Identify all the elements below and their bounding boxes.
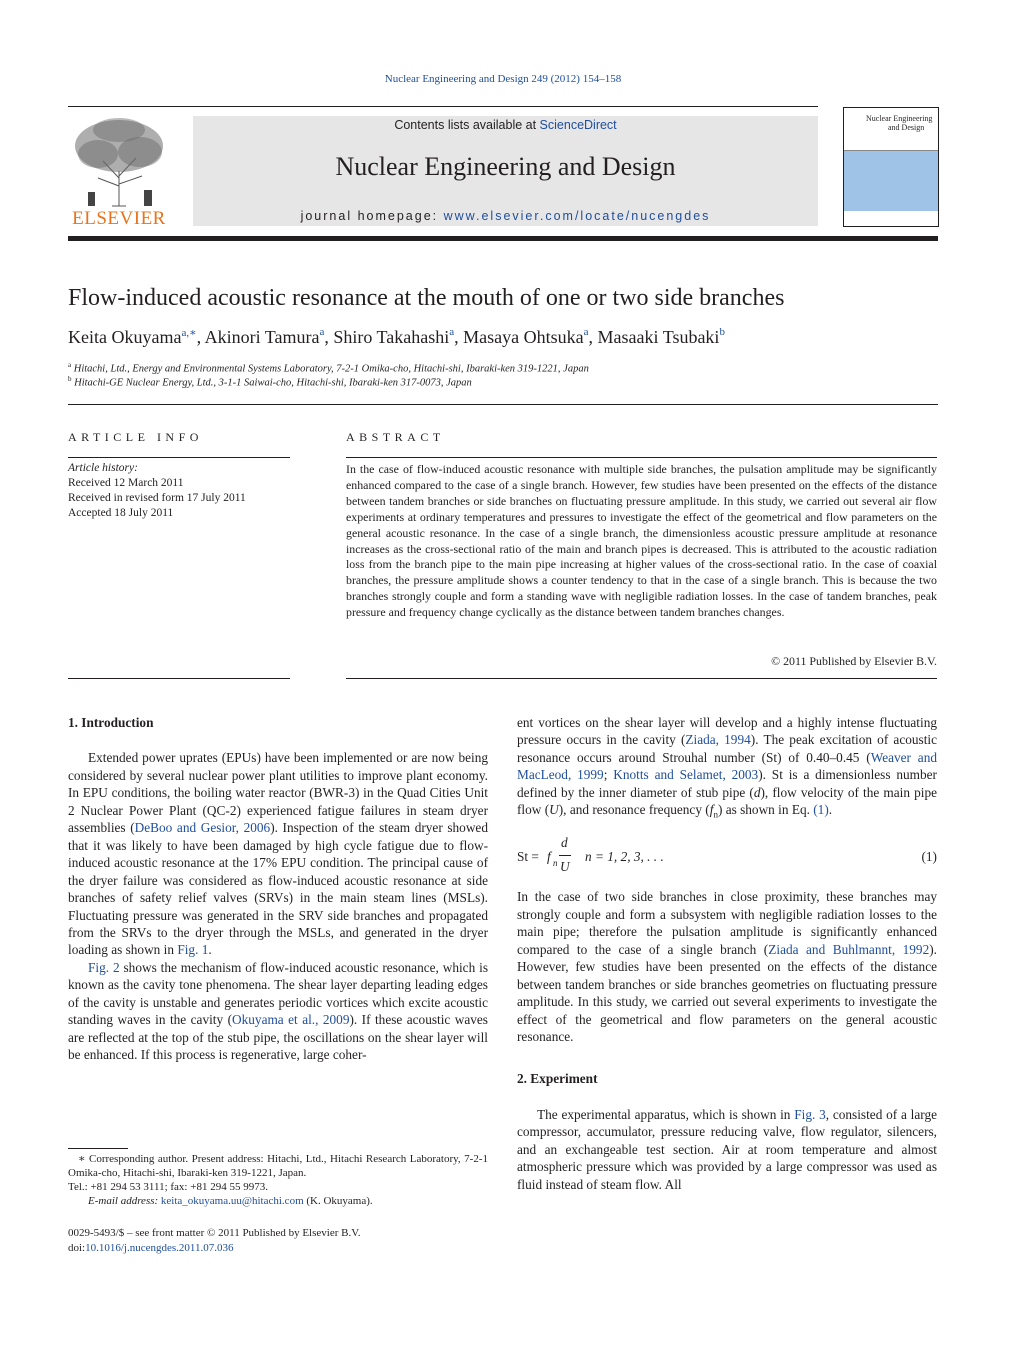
- email-label: E-mail address:: [88, 1195, 161, 1207]
- author-sup[interactable]: a: [449, 326, 455, 338]
- header-thick-rule: [68, 236, 938, 241]
- affiliation: [68, 361, 589, 375]
- affiliation-text: Hitachi, Ltd., Energy and Environmental Systems Laboratory, 7-2-1 Omika-cho, Hitachi-shi, Ibaraki-ken 319-1221, Japan: [73, 363, 589, 375]
- accepted-date: Accepted 18 July 2011: [68, 507, 174, 519]
- cover-title: [866, 114, 932, 132]
- author-name[interactable]: Shiro Takahashi: [333, 327, 450, 347]
- body-right-column: [517, 714, 937, 1193]
- author-sup[interactable]: b: [719, 326, 725, 338]
- article-info-rule: [68, 457, 290, 458]
- homepage-link[interactable]: www.elsevier.com/locate/nucengdes: [443, 209, 711, 223]
- equation-f: f: [547, 849, 551, 865]
- article-title: Flow-induced acoustic resonance at the mouth of one or two side branches: [68, 285, 785, 311]
- figure-link[interactable]: Fig. 2: [88, 959, 120, 975]
- email-link[interactable]: keita_okuyama.uu@hitachi.com: [160, 1195, 304, 1207]
- journal-homepage: [193, 209, 818, 223]
- cover-footer: [844, 212, 938, 226]
- affiliation-text: Hitachi-GE Nuclear Energy, Ltd., 3-1-1 Saiwai-cho, Hitachi-shi, Ibaraki-ken 317-0073, Japan: [74, 377, 472, 389]
- author-list: Keita Okuyama$^{a,∗}$, Akinori Tamura$^a$, Shiro Takahashi$^a$, Masaya Ohtsuka$^a$, Masaaki Tsubaki$^b$: [68, 326, 725, 347]
- journal-citation[interactable]: Nuclear Engineering and Design 249 (2012) 154–158: [384, 73, 622, 85]
- fraction-bar: [559, 855, 571, 856]
- abstract-rule: [346, 678, 937, 679]
- section-rule: [68, 404, 938, 405]
- equation-lhs: St =: [517, 849, 539, 865]
- author-sup[interactable]: a: [583, 326, 589, 338]
- equation-sub: n: [553, 858, 558, 869]
- contact-phone: Tel.: +81 294 53 3111; fax: +81 294 55 9973.: [68, 1181, 268, 1193]
- paragraph: ent vortices on the shear layer will develop and a highly intense fluctuating pressure occurs in the cavity (Ziada, 1994). The peak excitation of acoustic resonance occurs around Strouhal number (St) of 0.40–0.45 (Weaver and MacLeod, 1999; Knotts and Selamet, 2003). St is a dimensionless number defined by the inner diameter of stub pipe (d), flow velocity of the main pipe flow (U), and resonance frequency $(f_n)$ as shown in Eq. (1).: [517, 715, 937, 820]
- doi-label: doi:: [68, 1242, 86, 1254]
- citation-link[interactable]: Okuyama et al., 2009: [232, 1012, 350, 1028]
- equation-link[interactable]: (1): [813, 802, 829, 818]
- tree-logo-icon: [68, 116, 170, 208]
- issn-block: [68, 1226, 361, 1256]
- doi-link[interactable]: 10.1016/j.nucengdes.2011.07.036: [85, 1242, 234, 1254]
- author-name[interactable]: Masaaki Tsubaki: [597, 327, 720, 347]
- article-history: [68, 461, 246, 521]
- author-name[interactable]: Akinori Tamura: [204, 327, 320, 347]
- citation-link[interactable]: Ziada, 1994: [685, 732, 751, 748]
- author-name[interactable]: Keita Okuyama: [68, 327, 182, 347]
- section-heading-experiment: 2. Experiment: [517, 1071, 598, 1087]
- abstract-copyright: © 2011 Published by Elsevier B.V.: [771, 654, 937, 668]
- cover-title-line1: Nuclear Engineering: [866, 114, 933, 123]
- journal-banner: [193, 116, 818, 226]
- cover-header: [844, 108, 938, 151]
- abstract-text: In the case of flow-induced acoustic resonance with multiple side branches, the pulsation amplitude may be significantly enhanced compared to the case of a single branch. However, few studies have been presented on the effects of the distance between tandem branches or side branches on fluctuating pressure amplitude. In this study, we carried out several air flow experiments at ordinary temperatures and pressures to investigate the effect of the geometrical and flow parameters on the general acoustic resonance. In the case of a single branch, the dimensionless acoustic pressure amplitude at resonance increases as the cross-sectional ratio of the main and branch pipes is decreased. This is attributed to the acoustic radiation loss from the branch pipe to the main pipe increasing at higher values of the cross-sectional ratio. In the case of coaxial branches, the pressure amplitude shows a counter tendency to that in the case of a single branch. This is because the two branches strongly couple and form a standing wave with negligible radiation losses. In the case of tandem branches, peak pressure and frequency change cyclically as the distance between tandem branches changes.: [346, 462, 937, 620]
- contents-line: [193, 118, 818, 132]
- affiliation-sup: b: [68, 375, 72, 383]
- equation-number: (1): [921, 849, 937, 865]
- paragraph: In the case of two side branches in close proximity, these branches may strongly couple and form a subsystem with negligible radiation losses to the main pipe; therefore the pulsation amplitude is significantly enhanced compared to the case of a single branch (Ziada and Buhlmannt, 1992). However, few studies have been presented on the effects of the distance between tandem branches or side branches geometries on fluctuating pressure amplitude. In this study, we carried out several experiments to investigate the effect of the geometrical and flow parameters on the general acoustic resonance.: [517, 889, 937, 1044]
- citation-link[interactable]: Weaver and MacLeod, 1999: [517, 749, 937, 783]
- author-sup[interactable]: a: [319, 326, 325, 338]
- header-rule: [68, 106, 818, 107]
- author-sup[interactable]: a,∗: [181, 327, 197, 339]
- article-info-rule: [68, 678, 290, 679]
- equation-1: [517, 835, 937, 876]
- citation-link[interactable]: Knotts and Selamet, 2003: [613, 767, 759, 783]
- contents-prefix: Contents lists available at: [394, 118, 540, 132]
- figure-link[interactable]: Fig. 3: [794, 1106, 826, 1122]
- equation-numerator: d: [561, 835, 568, 851]
- cover-image: [844, 151, 938, 211]
- section-heading-introduction: 1. Introduction: [68, 715, 154, 730]
- figure-link[interactable]: Fig. 1: [177, 942, 209, 958]
- article-info-heading: ARTICLE INFO: [68, 430, 203, 444]
- footnote-star: ∗: [78, 1153, 86, 1165]
- abstract-rule: [346, 457, 937, 458]
- abstract-heading: ABSTRACT: [346, 430, 445, 444]
- email-suffix: (K. Okuyama).: [303, 1195, 373, 1207]
- journal-cover-thumbnail[interactable]: [843, 107, 939, 227]
- citation-link[interactable]: DeBoo and Gesior, 2006: [134, 820, 271, 836]
- footnote: [68, 1152, 488, 1208]
- paragraph: The experimental apparatus, which is shown in Fig. 3, consisted of a large compressor, accumulator, pressure reducing valve, flow regulator, silencers, and an exchangeable test section. Air at room temperature and almost atmospheric pressure which was provided by a large compressor was used as fluid instead of steam flow. All: [517, 1106, 937, 1192]
- sciencedirect-link[interactable]: ScienceDirect: [539, 118, 617, 132]
- received-date: Received 12 March 2011: [68, 477, 184, 489]
- equation-denominator: U: [560, 859, 570, 875]
- journal-title: Nuclear Engineering and Design: [335, 152, 676, 181]
- citation-link[interactable]: Ziada and Buhlmannt, 1992: [768, 941, 930, 957]
- history-label: Article history:: [68, 462, 138, 474]
- affiliation: [68, 375, 472, 389]
- body-left-column: [68, 714, 488, 1064]
- footnote-rule: [68, 1148, 128, 1149]
- author-name[interactable]: Masaya Ohtsuka: [463, 327, 584, 347]
- affiliation-sup: a: [68, 361, 72, 369]
- paragraph: Extended power uprates (EPUs) have been implemented or are now being considered by several nuclear power plant utilities to improve plant economy. In EPU conditions, the boiling water reactor (BWR-3) in the Quad Cities Unit 2 Nuclear Power Plant (QC-2) experienced fatigue failures in steam dryer assemblies (DeBoo and Gesior, 2006). Inspection of the steam dryer showed that it was likely to have been damaged by high cycle fatigue due to flow-induced acoustic resonance at the 17% EPU condition. The principal cause of the dryer failure was considered as flow-induced acoustic resonance at side branches of safety relief valves (SRVs) in the main steam lines (MSLs). Fluctuating pressure was generated in the SRV side branches and propagated from the SRVs to the dryer through the MSLs, and generated in the dryer loading as shown in Fig. 1.: [68, 750, 488, 958]
- revised-date: Received in revised form 17 July 2011: [68, 492, 246, 504]
- cover-title-line2: and Design: [888, 123, 925, 132]
- elsevier-logo[interactable]: [68, 116, 170, 230]
- equation-n: n = 1, 2, 3, . . .: [585, 849, 664, 865]
- elsevier-wordmark: ELSEVIER: [72, 208, 166, 229]
- homepage-prefix: journal homepage:: [300, 209, 444, 223]
- corresponding-author: Corresponding author. Present address: Hitachi, Ltd., Hitachi Research Laboratory, 7-2-1 Omika-cho, Hitachi-shi, Ibaraki-ken 319-1221, Japan.: [68, 1153, 488, 1179]
- issn-line: 0029-5493/$ – see front matter © 2011 Published by Elsevier B.V.: [68, 1227, 361, 1239]
- paragraph: Fig. 2 shows the mechanism of flow-induced acoustic resonance, which is known as the cavity tone phenomena. The shear layer departing leading edges of the cavity is unstable and generates periodic vortices which excite acoustic standing waves in the cavity (Okuyama et al., 2009). If these acoustic waves are reflected at the top of the stub pipe, the oscillations on the shear layer will be enhanced. If this process is regenerative, large coher-: [68, 959, 488, 1063]
